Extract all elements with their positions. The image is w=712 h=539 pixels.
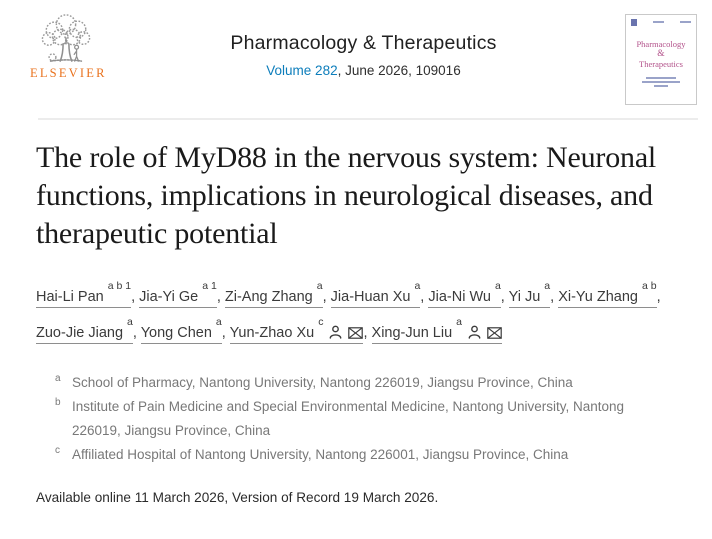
author-affil-sup: a: [127, 315, 133, 328]
author-name: Hai-Li Pan: [36, 288, 104, 305]
author-link[interactable]: [224, 280, 323, 308]
affiliation-row: [55, 395, 678, 443]
author-link[interactable]: [229, 315, 364, 344]
author-affil-sup: a: [494, 280, 501, 292]
author-affil-sup: a: [414, 280, 421, 292]
author-link[interactable]: [36, 315, 133, 344]
author-name: Yong Chen: [140, 324, 212, 341]
cover-title-line2: Therapeutics: [639, 59, 683, 69]
affiliation-sup: b: [55, 396, 61, 408]
journal-title-link[interactable]: Pharmacology & Therapeutics: [230, 32, 497, 54]
article-title: The role of MyD88 in the nervous system: Neuronal functions, implications in neurological diseases, and therapeutic potential: [36, 141, 657, 250]
article-header: [0, 120, 712, 505]
author-separator: ,: [363, 324, 372, 341]
author-name: Xi-Yu Zhang: [558, 288, 638, 305]
author-separator: ,: [221, 324, 230, 341]
affiliation-list: [36, 371, 678, 467]
affiliation-sup: a: [55, 372, 61, 384]
affiliation-sup: c: [55, 444, 60, 456]
author-affil-sup: c: [318, 315, 324, 328]
cover-title: [626, 39, 696, 69]
cover-logo-chip: [631, 19, 637, 26]
volume-link[interactable]: Volume 282: [266, 63, 338, 78]
cover-footer-lines: [626, 77, 696, 89]
author-separator: ,: [132, 324, 141, 341]
cover-topmatter: [631, 19, 691, 26]
author-name: Jia-Ni Wu: [428, 288, 491, 305]
affiliation-text: School of Pharmacy, Nantong University, Nantong 226019, Jiangsu Province, China: [72, 374, 573, 390]
cover-dash: [653, 21, 664, 23]
affiliation-row: [55, 371, 678, 395]
affiliation-text: Affiliated Hospital of Nantong University, Nantong 226001, Jiangsu Province, China: [72, 446, 569, 462]
author-affil-sup: a 1: [202, 280, 217, 292]
author-separator: ,: [420, 288, 429, 305]
author-name: Yun-Zhao Xu: [229, 324, 315, 341]
author-name: Zuo-Jie Jiang: [36, 324, 124, 341]
envelope-icon[interactable]: [348, 320, 363, 351]
author-separator: ,: [322, 288, 331, 305]
author-separator: ,: [550, 288, 559, 305]
author-link[interactable]: [371, 315, 502, 344]
author-link[interactable]: [36, 280, 132, 308]
journal-banner: [0, 0, 712, 112]
cover-title-line1: Pharmacology: [636, 39, 686, 49]
author-affil-sup: a: [215, 315, 222, 328]
author-link[interactable]: [558, 280, 657, 308]
author-affil-sup: a: [456, 315, 462, 328]
author-name: Xing-Jun Liu: [371, 324, 453, 341]
author-link[interactable]: [139, 280, 217, 308]
author-link[interactable]: [140, 315, 222, 344]
journal-cover-thumbnail[interactable]: [625, 14, 697, 105]
author-link[interactable]: [428, 280, 501, 308]
author-affil-sup: a b: [642, 280, 657, 292]
author-name: Zi-Ang Zhang: [224, 288, 313, 305]
author-link[interactable]: [330, 280, 421, 308]
author-affil-sup: a: [544, 280, 551, 292]
person-icon[interactable]: [329, 320, 342, 351]
affiliation-row: [55, 443, 678, 467]
author-separator: ,: [500, 288, 509, 305]
cover-dash: [680, 21, 691, 23]
elsevier-wordmark: ELSEVIER: [30, 66, 107, 80]
elsevier-tree-icon: [37, 12, 95, 64]
author-name: Yi Ju: [508, 288, 541, 305]
author-affil-sup: a b 1: [107, 280, 132, 292]
person-icon[interactable]: [468, 320, 481, 351]
author-list: [36, 277, 678, 351]
availability-dates: Available online 11 March 2026, Version of Record 19 March 2026.: [36, 489, 439, 505]
envelope-icon[interactable]: [487, 320, 502, 351]
author-separator: ,: [216, 288, 225, 305]
issue-info: [102, 63, 625, 78]
cover-ampersand: &: [657, 49, 665, 59]
affiliation-text: Institute of Pain Medicine and Special Environmental Medicine, Nantong University, Nantong 226019, Jiangsu Province, China: [72, 398, 625, 438]
elsevier-logo[interactable]: [30, 12, 107, 81]
journal-heading: [102, 12, 625, 78]
author-separator: ,: [656, 288, 661, 305]
issue-date-text: , June 2026, 109016: [337, 63, 461, 78]
author-name: Jia-Yi Ge: [139, 288, 199, 305]
author-affil-sup: a: [316, 280, 323, 292]
author-name: Jia-Huan Xu: [330, 288, 411, 305]
author-separator: ,: [131, 288, 140, 305]
author-link[interactable]: [508, 280, 551, 308]
